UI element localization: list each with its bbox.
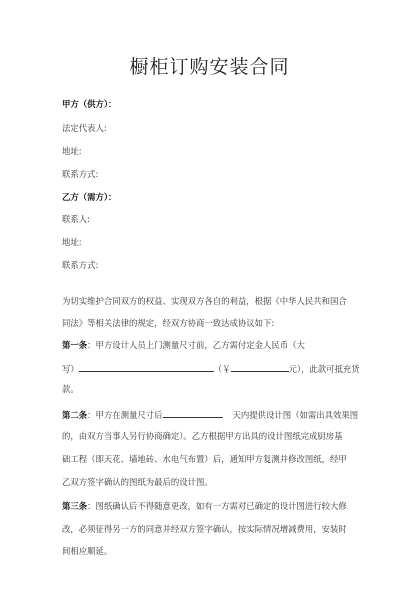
- article-3-label: 第三条: [62, 501, 88, 511]
- article-2-line-1: [62, 408, 358, 421]
- article-2-prefix: ：甲方在测量尺寸后: [87, 410, 163, 420]
- article-1-line-2: [62, 362, 360, 375]
- party-b-heading: 乙方（需方）：: [62, 192, 117, 202]
- article-1-prefix: 写）: [62, 364, 79, 374]
- party-b-contact: 联系方式:: [62, 260, 99, 270]
- party-a-address: 地址:: [62, 146, 82, 156]
- article-3-line-1: [62, 501, 347, 512]
- days-blank[interactable]: [163, 408, 223, 418]
- article-2-line-4: 乙双方签字确认的图纸为最后的设计图。: [62, 477, 213, 487]
- preamble-line-2: 同法》等相关法律的规定，经双方协商一致达成协议如下:: [62, 318, 275, 328]
- document-title: 橱柜订购安装合同: [129, 56, 290, 78]
- party-a-contact: 联系方式:: [62, 169, 99, 179]
- deposit-amount-number-blank[interactable]: [231, 362, 289, 372]
- article-1-label: 第一条: [62, 340, 88, 350]
- article-1-line-3: 款。: [62, 384, 79, 394]
- article-1-line-1: [62, 340, 305, 351]
- article-1-text-1: ：甲方设计人员上门测量尺寸前，乙方需付定金人民币（大: [87, 340, 305, 350]
- article-1-suffix: 元），此款可抵充货: [288, 364, 360, 374]
- article-2-label: 第二条: [62, 410, 88, 420]
- article-3-line-3: 间相应顺延。: [62, 546, 113, 556]
- article-3-line-2: 改，必须征得另一方的同意并经双方签字确认，按实际情况增减费用，安装时: [62, 524, 347, 534]
- preamble-line-1: 为切实维护合同双方的权益、实现双方各自的利益，根据《中华人民共和国合: [62, 296, 347, 306]
- party-a-heading: 甲方（供方）：: [62, 99, 117, 109]
- article-1-mid: （￥: [213, 364, 231, 374]
- deposit-amount-words-blank[interactable]: [79, 362, 214, 372]
- article-2-line-2: 的，由双方当事人另行协商确定）。乙方根据甲方出具的设计图纸完成厨房基: [62, 431, 343, 441]
- article-2-line-3: 础工程（即天花、墙地砖、水电气布置）后，通知甲方复测并修改图纸，经甲: [62, 454, 347, 464]
- party-a-legal-rep: 法定代表人:: [62, 123, 107, 133]
- article-3-text-1: ：图纸确认后不得随意更改，如有一方需对已确定的设计图进行较大修: [87, 501, 347, 511]
- article-2-suffix: 天内提供设计图（如需出具效果图: [232, 410, 359, 420]
- party-b-address: 地址:: [62, 237, 82, 247]
- party-b-contact-person: 联系人:: [62, 214, 90, 224]
